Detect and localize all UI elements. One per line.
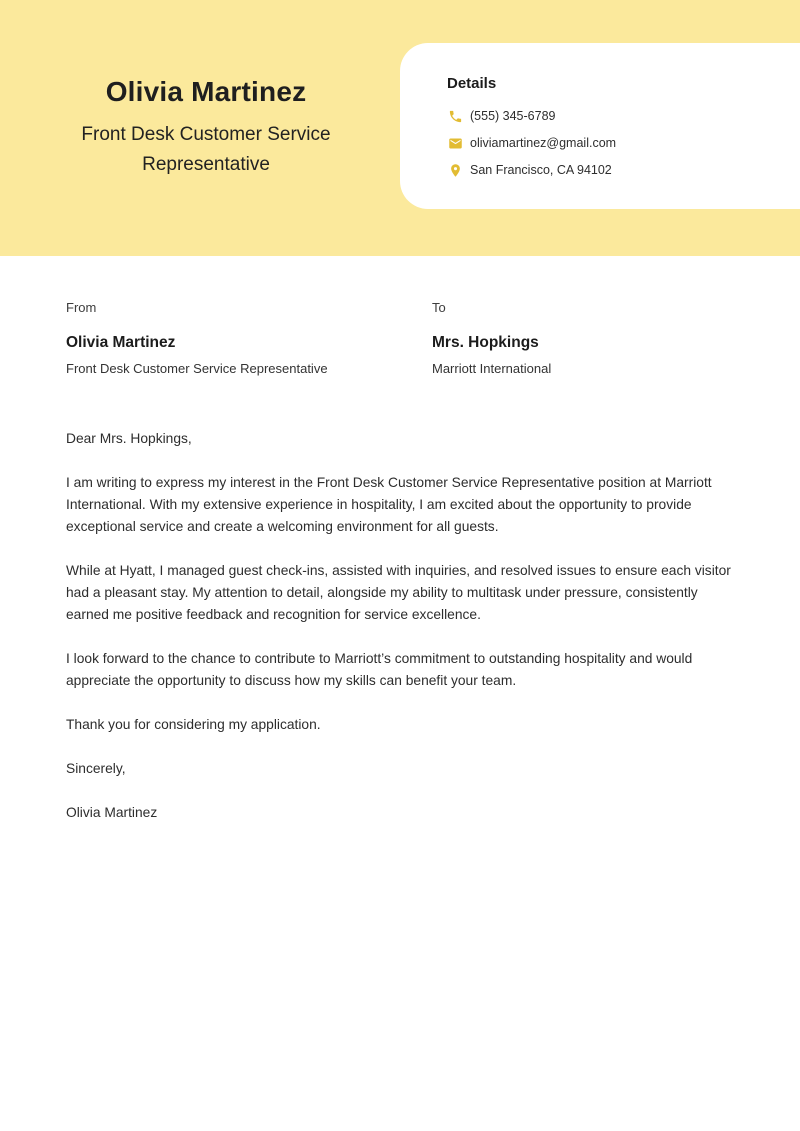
header-band [0, 0, 800, 256]
from-name: Olivia Martinez [66, 334, 176, 351]
from-block [66, 300, 432, 377]
person-job-title: Front Desk Customer Service Representative [81, 124, 331, 175]
signature-name: Olivia Martinez [66, 805, 158, 820]
details-heading: Details [447, 75, 497, 92]
email-row [447, 134, 780, 152]
phone-row [447, 107, 780, 125]
person-name: Olivia Martinez [105, 76, 307, 107]
paragraph-2: While at Hyatt, I managed guest check-ins, assisted with inquiries, and resolved issues to ensure each visitor had a pleasant stay. My attention to detail, alongside my ability to multitask under pressure, consistently earned me positive feedback and recognition for service excellence. [66, 563, 731, 622]
from-label: From [66, 300, 97, 315]
letter-content [0, 300, 800, 824]
paragraph-3: I look forward to the chance to contribute to Marriott’s commitment to outstanding hospitality and would appreciate the opportunity to discuss how my skills can benefit your team. [66, 651, 693, 688]
location-value: San Francisco, CA 94102 [470, 163, 612, 177]
location-row [447, 161, 780, 179]
from-role: Front Desk Customer Service Representative [66, 361, 328, 376]
email-value: oliviamartinez@gmail.com [470, 136, 617, 150]
letter-body [66, 428, 738, 824]
closing-line: Sincerely, [66, 761, 126, 776]
phone-value: (555) 345-6789 [470, 109, 556, 123]
to-label: To [432, 300, 446, 315]
phone-icon [447, 108, 463, 124]
to-block [432, 300, 736, 377]
email-icon [447, 135, 463, 151]
meta-section [66, 300, 736, 377]
identity-block [36, 76, 376, 180]
to-name: Mrs. Hopkings [432, 334, 539, 351]
location-icon [447, 162, 463, 178]
details-card [400, 43, 800, 209]
paragraph-1: I am writing to express my interest in the Front Desk Customer Service Representative position at Marriott International. With my extensive experience in hospitality, I am excited about the opportunity to provide exceptional service and create a welcoming environment for all guests. [66, 475, 712, 534]
to-organization: Marriott International [432, 361, 552, 376]
thanks-line: Thank you for considering my application. [66, 717, 321, 732]
salutation: Dear Mrs. Hopkings, [66, 431, 192, 446]
